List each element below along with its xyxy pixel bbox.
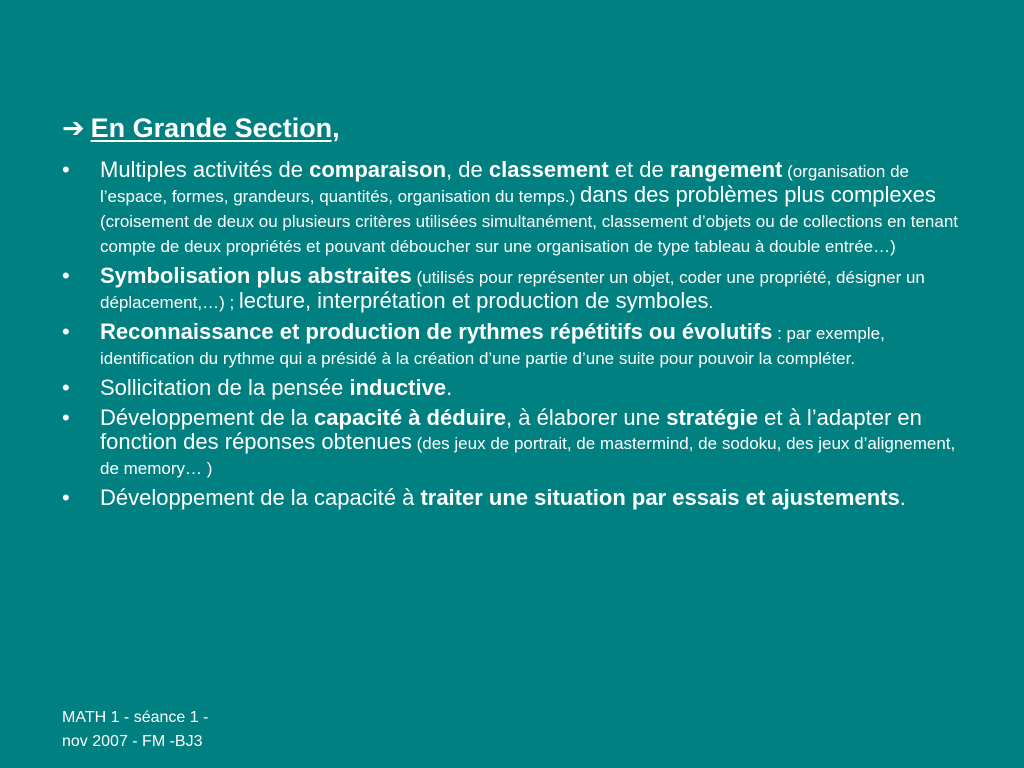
bullet-text-segment: et à l’adapter en fonction des réponses obtenues — [100, 405, 922, 454]
bullet-text-segment: classement — [488, 157, 609, 182]
bullet-text-segment: traiter une situation par essais et ajustements — [420, 485, 900, 510]
footer — [62, 706, 208, 754]
bullet-text-segment: Symbolisation plus abstraites — [100, 263, 412, 288]
bullet-text-segment: Sollicitation de la pensée — [100, 375, 350, 400]
bullet-item — [62, 406, 974, 480]
section-title: En Grande Section, — [90, 113, 340, 143]
bullet-item — [62, 376, 974, 400]
bullet-text-segment: Multiples activités de — [100, 157, 310, 182]
bullet-text-segment: (utilisés pour représenter un objet, coder une propriété, désigner un déplacement,…) ; — [100, 268, 925, 312]
bullet-dot-icon: • — [62, 405, 70, 430]
bullet-dot-icon: • — [62, 157, 70, 182]
bullet-item — [62, 158, 974, 258]
bullet-text-segment: . — [446, 375, 453, 400]
bullet-text-segment: (des jeux de portrait, de mastermind, de sodoku, des jeux d’alignement, de memory… ) — [100, 434, 956, 478]
bullet-text-segment: rangement — [669, 157, 783, 182]
bullet-text-segment: . — [708, 293, 714, 312]
bullet-text-segment: . — [899, 485, 906, 510]
bullet-item — [62, 486, 974, 510]
bullet-text-segment: (croisement de deux ou plusieurs critères utilisées simultanément, classement d’objets ou de collections en tenant compte de deux propriétés et pouvant déboucher sur une organisation de type tableau à double entrée…) — [100, 212, 959, 256]
bullet-text-segment: : par exemple, identification du rythme qui a présidé à la création d’une partie d’une suite pour pouvoir la compléter. — [100, 324, 885, 368]
bullet-dot-icon: • — [62, 485, 70, 510]
bullet-text-segment: stratégie — [666, 405, 758, 430]
bullet-text-segment: et de — [608, 157, 670, 182]
bullet-list — [62, 158, 974, 516]
bullet-text-segment: , à élaborer une — [506, 405, 667, 430]
bullet-text-segment: (organisation de l’espace, formes, grandeurs, quantités, organisation du temps.) — [100, 162, 909, 206]
bullet-text-segment: Développement de la capacité à — [100, 485, 421, 510]
bullet-text-segment: , de — [446, 157, 489, 182]
bullet-item — [62, 264, 974, 314]
bullet-text-segment: inductive — [349, 375, 447, 400]
bullet-text-segment: lecture, interprétation et production de symboles — [238, 288, 709, 313]
footer-line-2: nov 2007 - FM -BJ3 — [62, 733, 203, 750]
arrow-right-icon: ➔ — [62, 113, 85, 143]
footer-line-1: MATH 1 - séance 1 - — [62, 709, 209, 726]
bullet-text-segment: Reconnaissance et production de rythmes répétitifs ou évolutifs — [100, 319, 773, 344]
bullet-dot-icon: • — [62, 263, 70, 288]
bullet-text-segment: capacité à déduire — [314, 405, 507, 430]
bullet-text-segment: Développement de la — [100, 405, 315, 430]
bullet-dot-icon: • — [62, 375, 70, 400]
bullet-text-segment: dans des problèmes plus complexes — [580, 182, 936, 207]
bullet-dot-icon: • — [62, 319, 70, 344]
bullet-item — [62, 320, 974, 370]
section-heading — [62, 111, 340, 145]
bullet-text-segment: comparaison — [309, 157, 447, 182]
